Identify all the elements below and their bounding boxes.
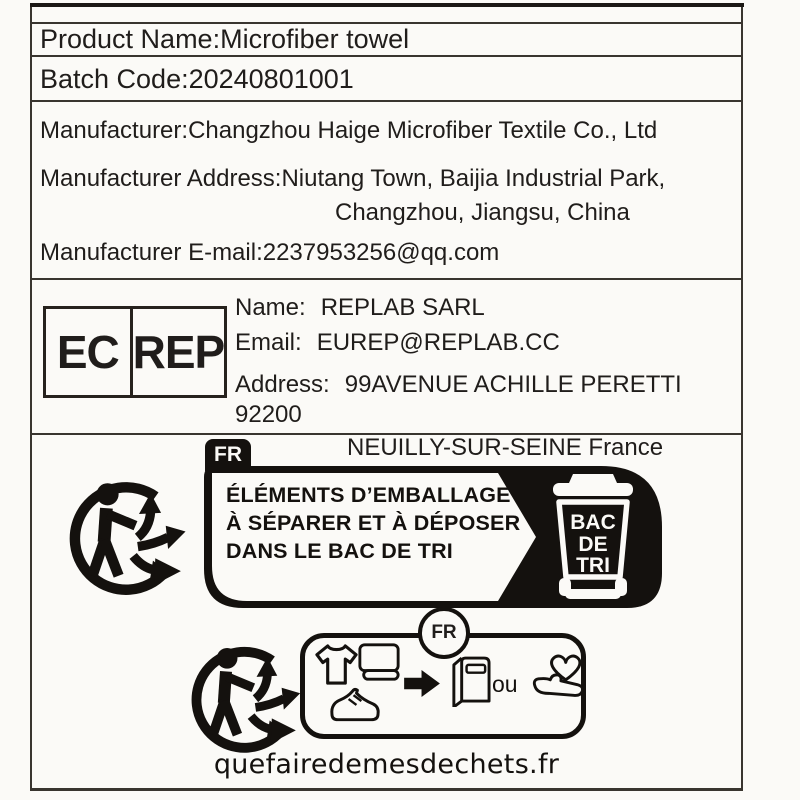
bin-word-2: DE	[578, 533, 608, 556]
manufacturer-email-text: Manufacturer E-mail:2237953256@qq.com	[40, 239, 500, 266]
triman-recycling-icon	[68, 465, 196, 605]
collection-container-icon	[448, 656, 491, 707]
fr-badge-text: FR	[431, 622, 457, 643]
label-header-strip	[32, 7, 741, 24]
ec-rep-address-line2: NEUILLY-SUR-SEINE France	[347, 434, 664, 461]
ec-rep-email-line	[235, 328, 735, 358]
fr-tag-text: FR	[214, 443, 242, 466]
ec-cell: EC	[56, 326, 119, 378]
label-table	[30, 7, 743, 791]
ec-rep-address-line1	[235, 370, 735, 430]
batch-code-text: Batch Code:20240801001	[40, 64, 354, 94]
bin-word-1: BAC	[570, 511, 616, 534]
ec-rep-section	[32, 280, 741, 461]
recycling-section	[32, 435, 741, 785]
manufacturer-address-line1: Manufacturer Address:Niutang Town, Baijia Industrial Park,	[40, 165, 666, 192]
shoe-icon	[328, 684, 381, 724]
manufacturer-text: Manufacturer:Changzhou Haige Microfiber Textile Co., Ltd	[40, 117, 658, 144]
sorting-line-2: À SÉPARER ET À DÉPOSER	[226, 511, 521, 535]
sorting-instructions	[226, 481, 526, 565]
tshirt-icon	[313, 642, 360, 687]
hand-heart-icon	[529, 645, 587, 705]
product-name-text: Product Name:Microfiber towel	[40, 24, 410, 54]
fr-badge	[418, 607, 470, 659]
manufacturer-address-line2: Changzhou, Jiangsu, China	[335, 199, 630, 226]
name-label: Name:	[235, 294, 306, 321]
arrow-right-icon	[404, 669, 441, 698]
address-value-line1: 99AVENUE ACHILLE PERETTI 92200	[235, 371, 682, 428]
name-value: REPLAB SARL	[320, 294, 485, 321]
manufacturer-section	[32, 102, 741, 280]
rep-cell: REP	[130, 309, 225, 395]
ec-rep-symbol	[43, 306, 227, 398]
sorting-line-3: DANS LE BAC DE TRI	[226, 539, 453, 563]
sorting-line-1: ÉLÉMENTS D’EMBALLAGE	[226, 483, 511, 507]
batch-code-row	[32, 57, 741, 102]
bin-word-3: TRI	[576, 554, 610, 577]
product-name-row	[32, 24, 741, 57]
towel-icon	[357, 641, 401, 683]
email-label: Email:	[235, 329, 302, 356]
website-text: quefairedemesdechets.fr	[213, 749, 560, 780]
ec-rep-name-line	[235, 293, 735, 323]
triman-recycling-icon	[190, 631, 310, 762]
email-value: EUREP@REPLAB.CC	[316, 329, 560, 356]
or-text: ou	[492, 671, 518, 697]
address-label: Address:	[235, 371, 330, 398]
